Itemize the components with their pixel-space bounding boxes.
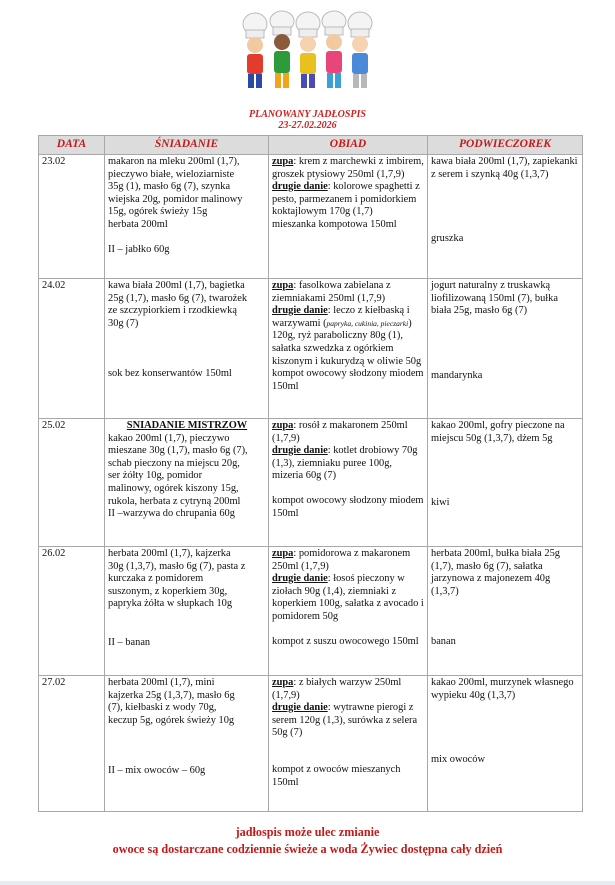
breakfast-line: kajzerka 25g (1,3,7), masło 6g: [108, 689, 235, 701]
breakfast-heading: SNIADANIE MISTRZOW: [126, 420, 248, 431]
soup-label: zupa: [272, 280, 294, 291]
main-course-item: [272, 305, 425, 368]
second-breakfast: II – mix owoców – 60g: [108, 765, 206, 777]
chef-figure: [270, 11, 294, 88]
breakfast-line: keczup 5g, ogórek świeży 10g: [108, 714, 235, 726]
second-breakfast: II – banan: [108, 636, 151, 648]
menu-date-range: 23-27.02.2026: [278, 120, 337, 131]
soup-text: : fasolkowa zabielana z ziemniakami 250ml (1,7,9): [272, 280, 391, 304]
breakfast-cell: [105, 155, 269, 279]
breakfast-line: schab pieczony na miejscu 20g,: [108, 457, 240, 469]
main-course-text-a: : leczo z kiełbaską i warzywami (: [272, 305, 410, 329]
breakfast-line: 30g (1,3,7), masło 6g (7), pasta z: [108, 560, 246, 572]
soup-text: : krem z marchewki z imbirem, groszek ptysiowy 250ml (1,7,9): [272, 156, 424, 180]
soup-label: zupa: [272, 548, 294, 559]
snack-text: kakao 200ml, gofry pieczone na miejscu 50g (1,3,7), dżem 5g: [431, 420, 565, 444]
dinner-drink: kompot z owoców mieszanych 150ml: [272, 763, 401, 788]
second-breakfast: II –warzywa do chrupania 60g: [108, 508, 235, 520]
table-row: [39, 155, 583, 279]
day-date: 23.02: [39, 155, 105, 279]
soup-label: zupa: [272, 156, 294, 167]
table-row: [39, 676, 583, 812]
day-date: 25.02: [39, 419, 105, 547]
breakfast-cell: [105, 676, 269, 812]
breakfast-line: papryka żółta w słupkach 10g: [108, 598, 233, 610]
main-course-text: : łosoś pieczony w ziołach 90g (1,4), ziemniaki z koperkiem 100g, sałatka z avocado i pomidorem 50g: [272, 573, 424, 622]
breakfast-line: wiejska 20g, pomidor malinowy: [108, 193, 243, 205]
snack-fruit: banan: [431, 636, 456, 648]
chef-figure: [296, 12, 320, 88]
dinner-drink: mieszanka kompotowa 150ml: [272, 218, 397, 230]
soup-item: [272, 677, 425, 702]
day-date: 27.02: [39, 676, 105, 812]
snack-cell: [428, 279, 583, 419]
main-course-item: [272, 573, 425, 623]
soup-text: : rosół z makaronem 250ml (1,7,9): [272, 420, 408, 444]
breakfast-line: ze szczypiorkiem i rzodkiewką: [108, 305, 237, 317]
breakfast-line: 30g (7): [108, 317, 139, 329]
second-breakfast: II – jabłko 60g: [108, 243, 170, 255]
dinner-cell: [269, 279, 428, 419]
breakfast-line: 15g, ogórek świeży 15g: [108, 206, 208, 218]
menu-table: [38, 135, 583, 812]
dinner-drink: kompot owocowy słodzony miodem 150ml: [272, 494, 424, 519]
breakfast-cell: [105, 547, 269, 676]
breakfast-cell: [105, 279, 269, 419]
main-course-label: drugie danie: [272, 181, 328, 193]
dinner-cell: [269, 419, 428, 547]
breakfast-line: 35g (1), masło 6g (7), szynka: [108, 181, 231, 193]
menu-header-row: [39, 136, 583, 155]
chef-figure: [322, 11, 346, 88]
breakfast-line: 25g (1,7), masło 6g (7), twarożek: [108, 292, 248, 304]
breakfast-line: mieszane 30g (1,7), masło 6g (7),: [108, 445, 248, 457]
snack-text: kawa biała 200ml (1,7), zapiekanki z serem i szynką 40g (1,3,7): [431, 156, 578, 180]
breakfast-line: herbata 200ml (1,7), mini: [108, 677, 215, 688]
main-course-text: : kotlet drobiowy 70g (1,3), ziemniaku puree 100g, mizeria 60g (7): [272, 445, 418, 482]
chef-figure: [243, 13, 267, 88]
dinner-cell: [269, 155, 428, 279]
snack-text: kakao 200ml, murzynek własnego wypieku 40g (1,3,7): [431, 677, 574, 701]
snack-text: herbata 200ml, bułka biała 25g (1,7), masło 6g (7), sałatka jarzynowa z majonezem 40g (1,3,7): [431, 548, 560, 597]
breakfast-line: kawa biała 200ml (1,7), bagietka: [108, 280, 245, 291]
snack-cell: [428, 547, 583, 676]
dinner-drink: kompot owocowy słodzony miodem 150ml: [272, 368, 424, 392]
soup-item: [272, 548, 425, 573]
menu-title: PLANOWANY JADŁOSPIS: [249, 109, 366, 120]
soup-item: [272, 280, 425, 305]
main-course-label: drugie danie: [272, 702, 328, 714]
snack-fruit: mix owoców: [431, 754, 485, 766]
breakfast-line: malinowy, ogórek kiszony 15g,: [108, 482, 239, 494]
main-course-item: [272, 445, 425, 483]
main-course-label: drugie danie: [272, 573, 328, 585]
breakfast-cell: [105, 419, 269, 547]
dinner-cell: [269, 547, 428, 676]
footer-note-fruit-water: owoce są dostarczane codziennie świeże a woda Żywiec dostępna cały dzień: [112, 842, 503, 856]
snack-fruit: gruszka: [431, 233, 464, 245]
snack-fruit: kiwi: [431, 497, 450, 509]
breakfast-line: (7), kiełbaski z wody 70g,: [108, 702, 217, 714]
main-course-item: [272, 702, 425, 740]
snack-cell: [428, 155, 583, 279]
breakfast-line: ser żółty 10g, pomidor: [108, 470, 203, 482]
soup-label: zupa: [272, 677, 294, 688]
table-row: [39, 547, 583, 676]
page-bottom-bar: [0, 881, 615, 885]
day-date: 24.02: [39, 279, 105, 419]
main-course-text: : wytrawne pierogi z serem 120g (1,3), surówka z selera 50g (7): [272, 702, 418, 739]
breakfast-line: herbata 200ml (1,7), kajzerka: [108, 548, 231, 559]
main-course-text: : kolorowe spaghetti z pesto, parmezanem i pomidorkiem koktajlowym 170g (1,7): [272, 181, 420, 218]
breakfast-line: kurczaka z pomidorem: [108, 573, 204, 585]
column-header-dinner: OBIAD: [269, 136, 428, 155]
chef-figure: [348, 12, 372, 88]
table-row: [39, 419, 583, 547]
breakfast-line: rukola, herbata z cytryną 200ml: [108, 495, 241, 507]
soup-item: [272, 156, 425, 181]
snack-fruit: mandarynka: [431, 369, 483, 381]
breakfast-line: pieczywo białe, wieloziarniste: [108, 168, 235, 180]
breakfast-line: suszonym, z koperkiem 30g,: [108, 585, 228, 597]
column-header-breakfast: ŚNIADANIE: [105, 136, 269, 155]
main-course-label: drugie danie: [272, 445, 328, 457]
main-course-item: [272, 181, 425, 219]
dinner-cell: [269, 676, 428, 812]
footer-note-change: jadłospis może ulec zmianie: [235, 825, 380, 839]
snack-cell: [428, 676, 583, 812]
dinner-drink: kompot z suszu owocowego 150ml: [272, 635, 419, 647]
table-row: [39, 279, 583, 419]
soup-text: : z białych warzyw 250ml (1,7,9): [272, 677, 402, 701]
snack-text: jogurt naturalny z truskawką liofilizowaną 150ml (7), bułka biała 25g, masło 6g (7): [431, 280, 558, 317]
snack-cell: [428, 419, 583, 547]
main-course-label: drugie danie: [272, 305, 328, 317]
column-header-snack: PODWIECZOREK: [428, 136, 583, 155]
breakfast-line: makaron na mleku 200ml (1,7),: [108, 156, 240, 167]
soup-label: zupa: [272, 420, 294, 431]
day-date: 26.02: [39, 547, 105, 676]
main-course-text-b: ) 120g, ryż paraboliczny 80g (1), sałatka szwedzka z ogórkiem kiszonym i kukurydzą w oliwie 50g: [272, 317, 422, 367]
second-breakfast: sok bez konserwantów 150ml: [108, 368, 232, 380]
soup-text: : pomidorowa z makaronem 250ml (1,7,9): [272, 548, 411, 572]
soup-item: [272, 420, 425, 445]
main-course-vegetables: papryka, cukinia, pieczarki: [326, 318, 409, 328]
breakfast-line: herbata 200ml: [108, 218, 168, 230]
column-header-date: DATA: [39, 136, 105, 155]
chefs-illustration: [238, 10, 378, 96]
breakfast-line: kakao 200ml (1,7), pieczywo: [108, 432, 230, 444]
